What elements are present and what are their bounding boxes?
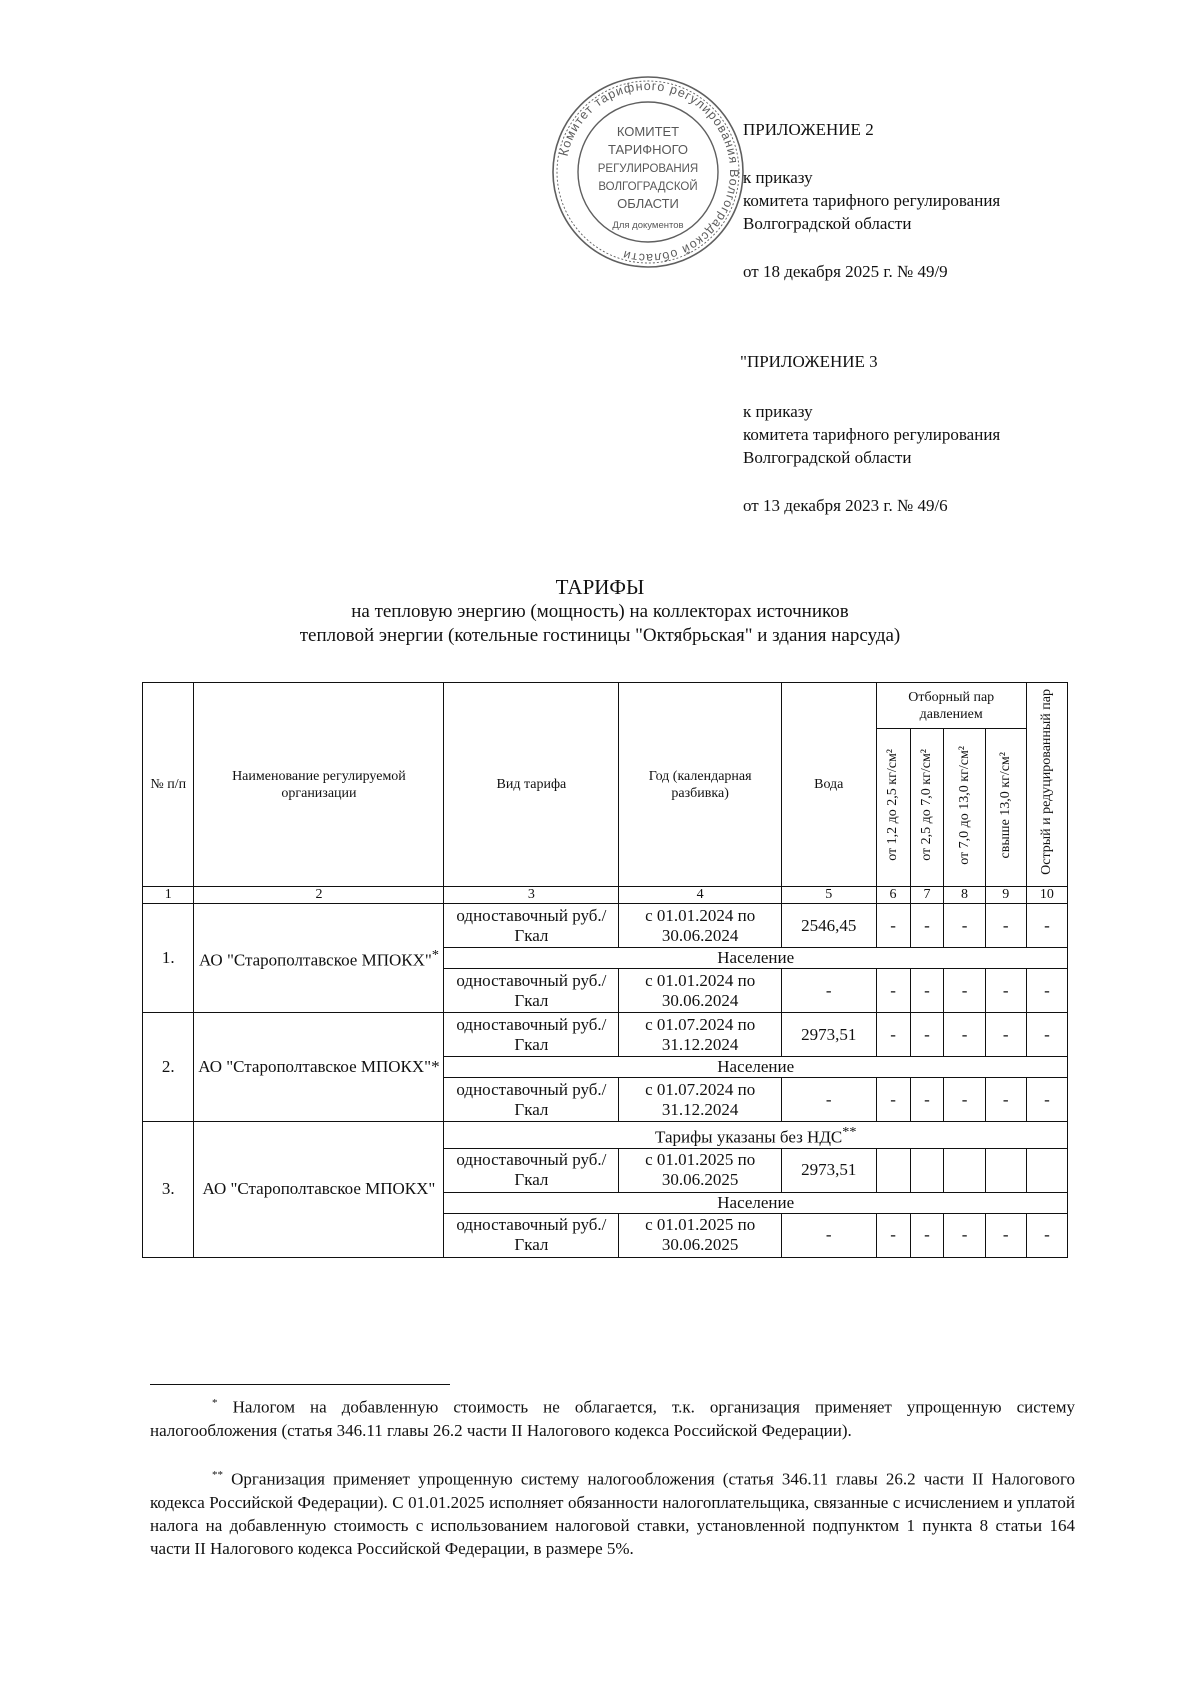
row-dash: - xyxy=(1026,1013,1067,1057)
seal-bottom: Для документов xyxy=(612,220,684,231)
row-num: 2. xyxy=(143,1013,194,1122)
row-period: с 01.01.2024 по 30.06.2024 xyxy=(619,969,782,1013)
footnote-2-text: Организация применяет упрощенную систему налогообложения (статья 346.11 главы 26.2 части II Налогового кодекса Российской Федерации). С 01.01.2025 исполняет обязанности налогоплательщика, связанные с исчислением и уплатой налога на добавленную стоимость с использованием налоговой ставки, установленной подпунктом 1 пункта 8 статьи 164 части II Налогового кодекса Российской Федерации, в размере 5%. xyxy=(150,1469,1076,1558)
header-p4: свыше 13,0 кг/см² xyxy=(997,751,1013,859)
row-dash: - xyxy=(985,1078,1026,1122)
row-org-mark: * xyxy=(431,947,439,964)
footnote-1-text: Налогом на добавленную стоимость не облагается, т.к. организация применяет упрощенную систему налогообложения (статья 346.11 главы 26.2 части II Налогового кодекса Российской Федерации). xyxy=(150,1397,1076,1440)
population-label: Население xyxy=(444,1192,1068,1213)
header-p2: от 2,5 до 7,0 кг/см² xyxy=(919,749,934,861)
row-org: АО "Старополтавское МПОКХ" xyxy=(194,1122,444,1258)
row-num: 1. xyxy=(143,904,194,1013)
footnote-2-mark: ** xyxy=(212,1469,223,1481)
row-dash: - xyxy=(985,904,1026,948)
appendix3-date: от 13 декабря 2023 г. № 49/6 xyxy=(743,496,948,515)
header-sharp-steam-cell xyxy=(1026,683,1067,887)
col-number: 6 xyxy=(876,887,910,904)
row-period: с 01.07.2024 по 31.12.2024 xyxy=(619,1078,782,1122)
tariff-table xyxy=(142,682,1068,1258)
row-tariff-type: одноставочный руб./Гкал xyxy=(444,1213,619,1257)
row-dash: - xyxy=(985,969,1026,1013)
appendix3-committee: комитета тарифного регулирования xyxy=(743,425,1001,444)
row-period: с 01.01.2025 по 30.06.2025 xyxy=(619,1148,782,1192)
table-row xyxy=(143,904,1068,948)
seal-line-5: ОБЛАСТИ xyxy=(617,196,679,211)
seal-line-1: КОМИТЕТ xyxy=(616,124,680,139)
row-empty xyxy=(1026,1148,1067,1192)
col-number: 4 xyxy=(619,887,782,904)
row-dash: - xyxy=(985,1013,1026,1057)
header-year: Год (календарная разбивка) xyxy=(619,683,782,887)
appendix2-region: Волгоградской области xyxy=(743,214,912,233)
header-p4-cell xyxy=(985,729,1026,887)
row-period: с 01.01.2025 по 30.06.2025 xyxy=(619,1213,782,1257)
row-empty xyxy=(944,1148,985,1192)
title-main: ТАРИФЫ xyxy=(555,575,645,599)
seal-ring-text: Комитет тарифного регулирования Волгоградской области xyxy=(556,78,742,266)
row-period: с 01.01.2024 по 30.06.2024 xyxy=(619,904,782,948)
column-numbers-row xyxy=(143,887,1068,904)
header-org: Наименование регулируемой организации xyxy=(194,683,444,887)
row-org: АО "Старополтавское МПОКХ"* xyxy=(194,1013,444,1122)
official-seal-stamp xyxy=(548,72,748,272)
row-dash: - xyxy=(910,1013,944,1057)
row-dash: - xyxy=(944,1078,985,1122)
document-title xyxy=(150,574,1050,648)
row-tariff-type: одноставочный руб./Гкал xyxy=(444,1078,619,1122)
row-dash: - xyxy=(985,1213,1026,1257)
col-number: 2 xyxy=(194,887,444,904)
header-p3: от 7,0 до 13,0 кг/см² xyxy=(956,745,972,865)
footnote-1-mark: * xyxy=(212,1397,218,1409)
row-empty xyxy=(876,1148,910,1192)
row-dash: - xyxy=(910,969,944,1013)
row-tariff-type: одноставочный руб./Гкал xyxy=(444,969,619,1013)
header-sharp-steam: Острый и редуцированный пар xyxy=(1038,689,1054,875)
row-empty xyxy=(985,1148,1026,1192)
appendix2-to-order: к приказу xyxy=(743,168,813,187)
no-vat-row xyxy=(143,1122,1068,1149)
row-dash: - xyxy=(1026,1078,1067,1122)
appendix3-region: Волгоградской области xyxy=(743,448,912,467)
row-dash: - xyxy=(876,1213,910,1257)
row-dash: - xyxy=(944,1213,985,1257)
header-p3-cell xyxy=(944,729,985,887)
header-tariff-type: Вид тарифа xyxy=(444,683,619,887)
title-line-2: тепловой энергии (котельные гостиницы "Октябрьская" и здания нарсуда) xyxy=(299,625,901,646)
row-water-value: 2546,45 xyxy=(781,904,876,948)
appendix3-title: "ПРИЛОЖЕНИЕ 3 xyxy=(740,352,878,371)
population-label: Население xyxy=(444,1057,1068,1078)
col-number: 7 xyxy=(910,887,944,904)
header-p2-cell xyxy=(910,729,944,887)
header-p1: от 1,2 до 2,5 кг/см² xyxy=(885,749,901,861)
row-period: с 01.07.2024 по 31.12.2024 xyxy=(619,1013,782,1057)
row-dash: - xyxy=(944,969,985,1013)
no-vat-label-cell xyxy=(444,1122,1068,1149)
col-number: 1 xyxy=(143,887,194,904)
row-dash: - xyxy=(781,1078,876,1122)
appendix2-date: от 18 декабря 2025 г. № 49/9 xyxy=(743,262,948,281)
row-empty xyxy=(910,1148,944,1192)
seal-line-4: ВОЛГОГРАДСКОЙ xyxy=(598,181,698,193)
title-line-1: на тепловую энергию (мощность) на коллекторах источников xyxy=(351,601,849,622)
col-number: 8 xyxy=(944,887,985,904)
row-dash: - xyxy=(1026,904,1067,948)
row-tariff-type: одноставочный руб./Гкал xyxy=(444,1148,619,1192)
row-dash: - xyxy=(876,904,910,948)
row-water-value: 2973,51 xyxy=(781,1148,876,1192)
header-p1-cell xyxy=(876,729,910,887)
row-dash: - xyxy=(781,969,876,1013)
row-tariff-type: одноставочный руб./Гкал xyxy=(444,904,619,948)
row-dash: - xyxy=(910,904,944,948)
appendix2-committee: комитета тарифного регулирования xyxy=(743,191,1001,210)
seal-line-2: ТАРИФНОГО xyxy=(608,142,688,157)
footnote-divider xyxy=(150,1384,450,1385)
table-row xyxy=(143,1013,1068,1057)
row-dash: - xyxy=(1026,969,1067,1013)
row-dash: - xyxy=(781,1213,876,1257)
row-dash: - xyxy=(1026,1213,1067,1257)
population-label: Население xyxy=(444,948,1068,969)
header-water: Вода xyxy=(781,683,876,887)
seal-line-3: РЕГУЛИРОВАНИЯ xyxy=(597,163,699,175)
row-org-cell xyxy=(194,904,444,1013)
appendix2-title: ПРИЛОЖЕНИЕ 2 xyxy=(743,120,874,139)
appendix3-to-order: к приказу xyxy=(743,402,813,421)
header-steam-group: Отборный пар давлением xyxy=(876,683,1026,729)
col-number: 9 xyxy=(985,887,1026,904)
row-dash: - xyxy=(910,1213,944,1257)
row-num: 3. xyxy=(143,1122,194,1258)
col-number: 5 xyxy=(781,887,876,904)
no-vat-mark: ** xyxy=(842,1124,857,1140)
no-vat-label: Тарифы указаны без НДС xyxy=(655,1127,843,1147)
row-org: АО "Старополтавское МПОКХ" xyxy=(198,950,432,970)
row-dash: - xyxy=(944,1013,985,1057)
col-number: 3 xyxy=(444,887,619,904)
header-num: № п/п xyxy=(143,683,194,887)
row-dash: - xyxy=(876,969,910,1013)
footnote-2 xyxy=(150,1464,1075,1560)
row-dash: - xyxy=(944,904,985,948)
row-tariff-type: одноставочный руб./Гкал xyxy=(444,1013,619,1057)
col-number: 10 xyxy=(1026,887,1067,904)
footnote-1 xyxy=(150,1392,1075,1442)
row-dash: - xyxy=(910,1078,944,1122)
row-dash: - xyxy=(876,1013,910,1057)
row-water-value: 2973,51 xyxy=(781,1013,876,1057)
row-dash: - xyxy=(876,1078,910,1122)
